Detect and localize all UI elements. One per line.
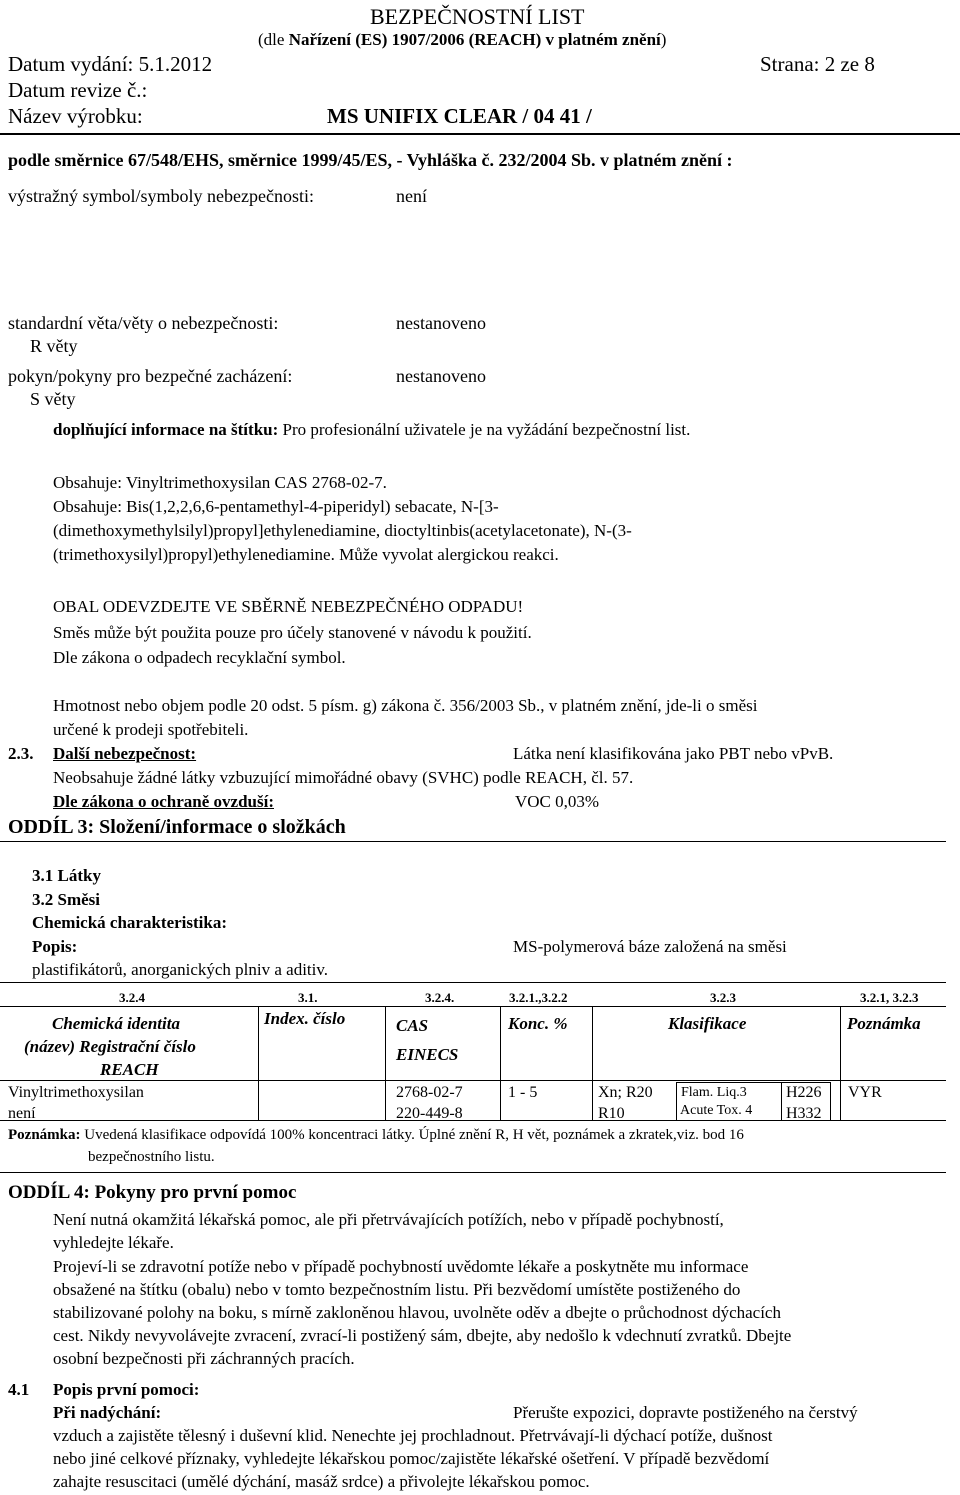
table-col-divider — [500, 1006, 501, 1120]
inhalation-text-l3: nebo jiné celkové příznaky, vyhledejte lékařskou pomoc/zajistěte lékařské ošetření. V případě bezvědomí — [53, 1449, 770, 1468]
inhalation-text: Přerušte expozici, dopravte postiženého na čerstvý — [513, 1403, 858, 1422]
first-aid-p2-l3: stabilizované polohy na boku, s mírně zakloněnou hlavou, uvolněte oděv a dbejte o průchodnost dýchacích — [53, 1303, 781, 1322]
subsection-title: Popis první pomoci: — [53, 1380, 200, 1399]
table-col-divider — [258, 1006, 259, 1120]
other-hazards-value: Látka není klasifikována jako PBT nebo vPvB. — [513, 744, 834, 763]
inhalation-label: Při nadýchání: — [53, 1403, 162, 1422]
header-identity-3: REACH — [100, 1060, 159, 1079]
table-note-cont: bezpečnostního listu. — [88, 1149, 215, 1165]
contains-1: Obsahuje: Vinyltrimethoxysilan CAS 2768-02-7. — [53, 473, 387, 492]
table-ref: 3.2.3 — [710, 990, 736, 1005]
row-dsd-2: R10 — [598, 1105, 625, 1122]
other-hazards-number: 2.3. — [8, 744, 34, 763]
contains-2c: (trimethoxysilyl)propyl)ethylenediamine. Může vyvolat alergickou reakci. — [53, 545, 559, 564]
section3-divider — [0, 841, 946, 842]
row-cas: 2768-02-7 — [396, 1084, 463, 1101]
first-aid-p2: Projeví-li se zdravotní potíže nebo v případě pochybností uvědomte lékaře a poskytněte mu informace — [53, 1257, 749, 1276]
section4-title: ODDÍL 4: Pokyny pro první pomoc — [8, 1182, 297, 1203]
chem-char-heading: Chemická charakteristika: — [32, 913, 228, 932]
air-protection-label: Dle zákona o ochraně ovzduší: — [53, 792, 274, 811]
supplementary-info: doplňující informace na štítku: Pro profesionální uživatele je na vyžádání bezpečnostní list. — [53, 420, 691, 439]
header-class: Klasifikace — [668, 1014, 747, 1033]
section3-title: ODDÍL 3: Složení/informace o složkách — [8, 816, 346, 838]
table-ref: 3.2.4 — [119, 990, 145, 1005]
inhalation-text-l4: zahajte resuscitaci (umělé dýchání, masáž srdce) a přivolejte lékařskou pomoc. — [53, 1472, 590, 1491]
air-protection-value: VOC 0,03% — [515, 792, 600, 811]
first-aid-p2-l2: obsažené na štítku (obalu) nebo v tomto bezpečnostním listu. Při bezvědomí umístěte postiženého do — [53, 1280, 741, 1299]
table-ref: 3.2.4. — [425, 990, 455, 1005]
row-h-statement-2: H332 — [786, 1105, 822, 1122]
regulation-subtitle: (dle Nařízení (ES) 1907/2006 (REACH) v platném znění) — [258, 30, 667, 49]
issue-date: Datum vydání: 5.1.2012 — [8, 52, 213, 76]
header-cas: CAS — [396, 1016, 429, 1035]
table-col-divider — [840, 1006, 841, 1120]
r-phrase-label: standardní věta/věty o nebezpečnosti: — [8, 313, 279, 333]
row-substance-name: Vinyltrimethoxysilan — [8, 1084, 144, 1101]
header-divider — [0, 133, 960, 135]
contains-2a: Obsahuje: Bis(1,2,2,6,6-pentamethyl-4-piperidyl) sebacate, N-[3- — [53, 497, 499, 516]
contains-2b: (dimethoxymethylsilyl)propyl]ethylenediamine, dioctyltinbis(acetylacetonate), N-(3- — [53, 521, 632, 540]
product-name: MS UNIFIX CLEAR / 04 41 / — [327, 104, 592, 128]
s-phrase-value: nestanoveno — [396, 366, 486, 386]
header-einecs: EINECS — [396, 1045, 459, 1064]
row-dsd: Xn; R20 — [598, 1084, 653, 1101]
table-ref: 3.1. — [298, 990, 318, 1005]
document-title: BEZPEČNOSTNÍ LIST — [370, 4, 585, 29]
mixtures-heading: 3.2 Směsi — [32, 890, 100, 909]
description-value-cont: plastifikátorů, anorganických plniv a aditiv. — [32, 960, 329, 979]
other-hazards-label: Další nebezpečnost: — [53, 744, 197, 763]
row-h-statement: H226 — [786, 1084, 822, 1101]
row-einecs: 220-449-8 — [396, 1105, 463, 1122]
first-aid-p2-l4: cest. Nikdy nevyvolávejte zvracení, zvrací-li postižený sám, dbejte, aby nedošlo k vdechnutí zvratků. Dbejte — [53, 1326, 792, 1345]
header-note: Poznámka — [847, 1014, 921, 1033]
r-phrase-sublabel: R věty — [30, 336, 78, 356]
row-clp-2: Acute Tox. 4 — [680, 1103, 753, 1118]
table-note-rule — [0, 1172, 946, 1173]
product-label: Název výrobku: — [8, 104, 143, 128]
table-bottom-rule — [0, 1120, 946, 1121]
revision-date: Datum revize č.: — [8, 78, 148, 102]
waste-warning: OBAL ODEVZDEJTE VE SBĚRNĚ NEBEZPEČNÉHO ODPADU! — [53, 597, 524, 616]
table-header-rule — [0, 1080, 946, 1081]
recycle-note: Dle zákona o odpadech recyklační symbol. — [53, 648, 346, 667]
table-ref: 3.2.1, 3.2.3 — [860, 990, 919, 1005]
use-note: Směs může být použita pouze pro účely stanovené v návodu k použití. — [53, 623, 532, 642]
clp-box — [676, 1082, 782, 1121]
s-phrase-label: pokyn/pokyny pro bezpečné zacházení: — [8, 366, 293, 386]
subsection-number: 4.1 — [8, 1380, 30, 1399]
header-index: Index. číslo — [264, 1009, 346, 1028]
header-identity-2: (název) Registrační číslo — [24, 1037, 196, 1056]
page-number: Strana: 2 ze 8 — [760, 52, 875, 76]
description-label: Popis: — [32, 937, 78, 956]
table-col-divider — [592, 1006, 593, 1120]
table-ref: 3.2.1.,3.2.2 — [509, 990, 568, 1005]
first-aid-p1-cont: vyhledejte lékaře. — [53, 1233, 174, 1252]
symbol-label: výstražný symbol/symboly nebezpečnosti: — [8, 186, 314, 206]
table-note: Poznámka: Uvedená klasifikace odpovídá 100% koncentraci látky. Úplné znění R, H vět, poznámek a zkratek,viz. bod 16 — [8, 1127, 744, 1143]
directive-line: podle směrnice 67/548/EHS, směrnice 1999/45/ES, - Vyhláška č. 232/2004 Sb. v platném znění : — [8, 150, 733, 170]
r-phrase-value: nestanoveno — [396, 313, 486, 333]
table-ref-rule — [0, 1006, 946, 1007]
weight-note-cont: určené k prodeji spotřebiteli. — [53, 720, 249, 739]
header-identity: Chemická identita — [52, 1014, 180, 1033]
symbol-value: není — [396, 186, 427, 206]
table-top-rule — [0, 982, 946, 983]
description-value: MS-polymerová báze založená na směsi — [513, 937, 787, 956]
header-conc: Konc. % — [508, 1014, 568, 1033]
table-col-divider — [385, 1006, 386, 1120]
first-aid-p1: Není nutná okamžitá lékařská pomoc, ale při přetrvávajících potížích, nebo v případě pochybností, — [53, 1210, 724, 1229]
first-aid-p2-l5: osobní bezpečnosti při záchranných pracích. — [53, 1349, 355, 1368]
h-code-box — [780, 1082, 831, 1121]
substances-heading: 3.1 Látky — [32, 866, 101, 885]
s-phrase-sublabel: S věty — [30, 389, 76, 409]
row-clp: Flam. Liq.3 — [681, 1085, 747, 1100]
row-reach-number: není — [8, 1105, 36, 1122]
inhalation-text-l2: vzduch a zajistěte tělesný i duševní klid. Nenechte jej prochladnout. Přetrvávají-li dýchací potíže, dušnost — [53, 1426, 773, 1445]
weight-note: Hmotnost nebo objem podle 20 odst. 5 písm. g) zákona č. 356/2003 Sb., v platném znění, jde-li o směsi — [53, 696, 758, 715]
row-conc: 1 - 5 — [508, 1084, 538, 1101]
svhc-note: Neobsahuje žádné látky vzbuzující mimořádné obavy (SVHC) podle REACH, čl. 57. — [53, 768, 634, 787]
row-note: VYR — [848, 1084, 882, 1101]
